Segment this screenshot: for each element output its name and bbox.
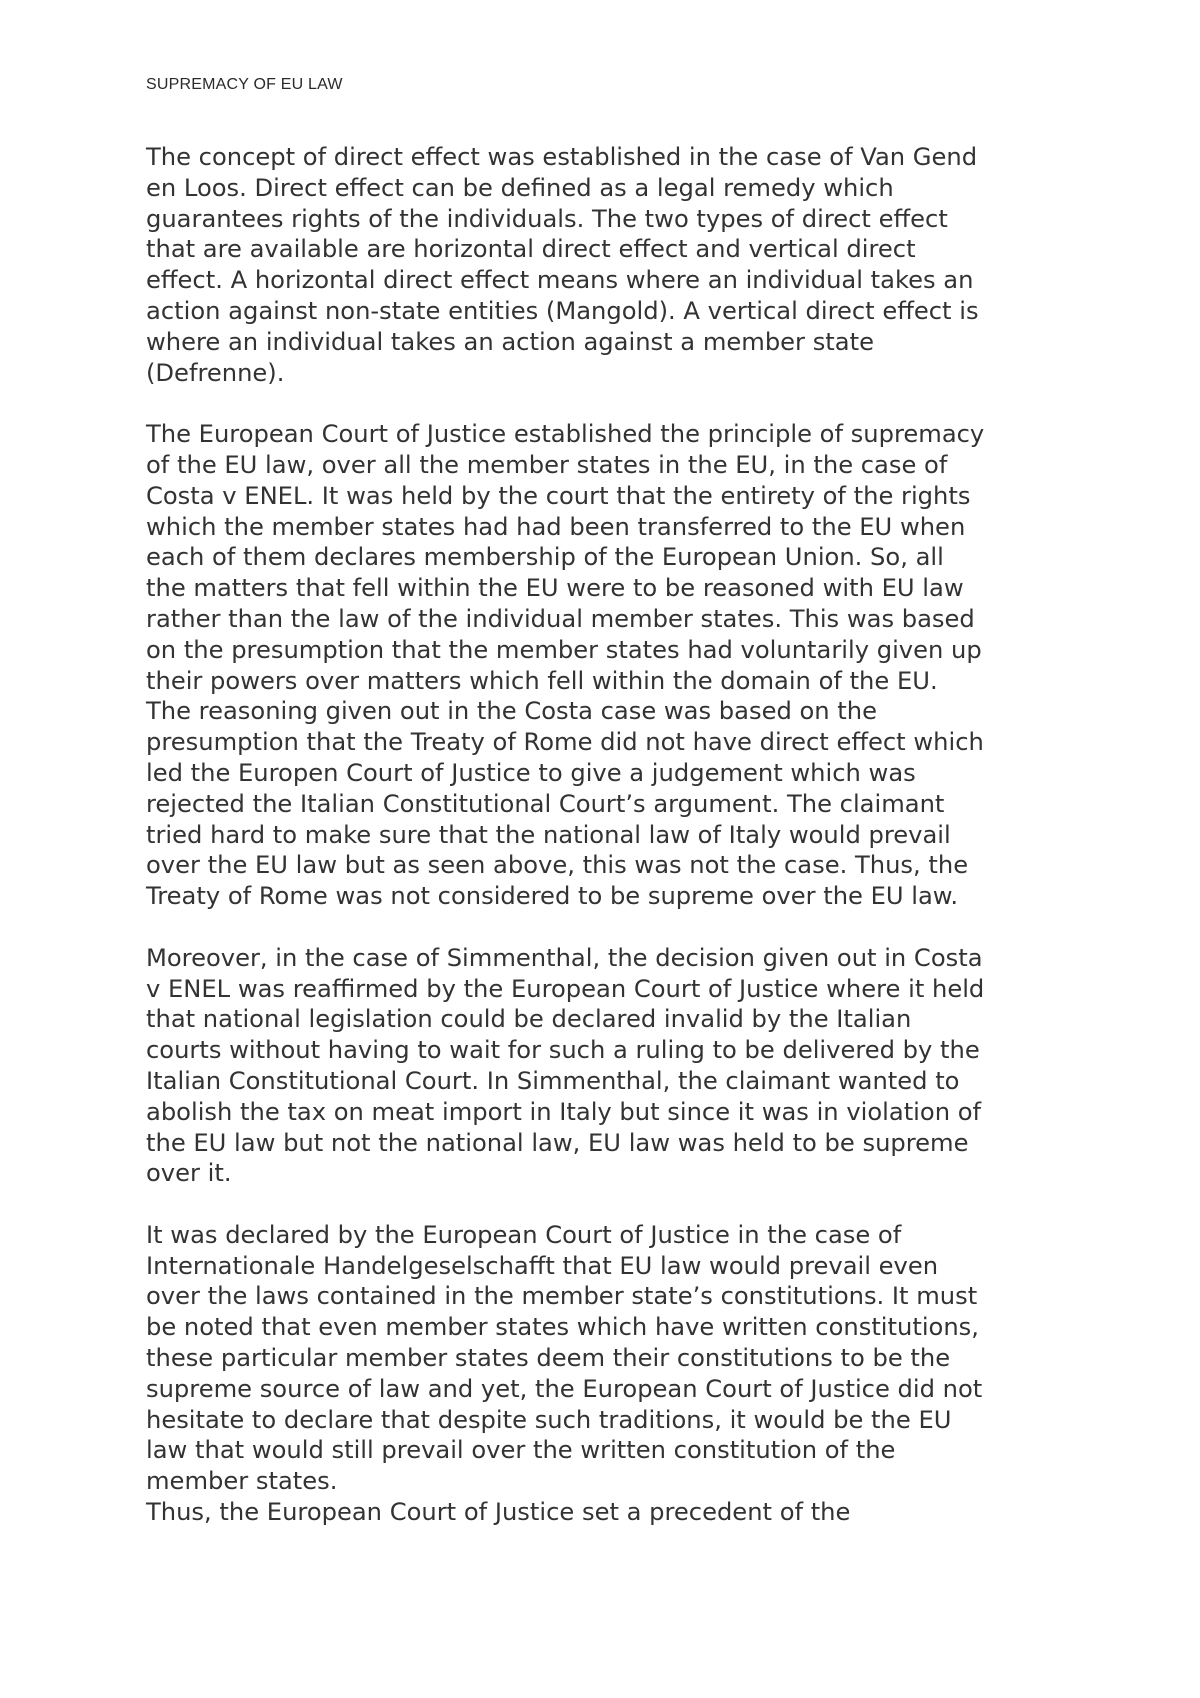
text-line: on the presumption that the member states had voluntarily given up (146, 635, 982, 664)
text-line: led the Europen Court of Justice to give a judgement which was (146, 758, 916, 787)
document-header: SUPREMACY OF EU LAW (146, 76, 343, 93)
text-line: It was declared by the European Court of Justice in the case of (146, 1220, 902, 1249)
text-line: supreme source of law and yet, the European Court of Justice did not (146, 1374, 983, 1403)
text-line: courts without having to wait for such a ruling to be delivered by the (146, 1036, 980, 1065)
text-line: be noted that even member states which have written constitutions, (146, 1313, 979, 1342)
text-line: the matters that fell within the EU were to be reasoned with EU law (146, 574, 964, 603)
text-line: effect. A horizontal direct effect means where an individual takes an (146, 266, 974, 295)
text-line: each of them declares membership of the European Union. So, all (146, 543, 944, 572)
text-line: where an individual takes an action against a member state (146, 327, 874, 356)
text-line: which the member states had had been transferred to the EU when (146, 512, 966, 541)
text-line: The concept of direct effect was established in the case of Van Gend (146, 143, 978, 171)
text-line: Internationale Handelgeselschafft that EU law would prevail even (146, 1251, 939, 1280)
text-line: Moreover, in the case of Simmenthal, the decision given out in Costa (146, 943, 983, 972)
text-line: tried hard to make sure that the national law of Italy would prevail (146, 820, 951, 849)
paragraph-conclusion (146, 1497, 1086, 1528)
text-line: abolish the tax on meat import in Italy but since it was in violation of (146, 1097, 982, 1126)
text-line: Costa v ENEL. It was held by the court that the entirety of the rights (146, 481, 971, 510)
text-line: over it. (146, 1159, 232, 1188)
text-line: v ENEL was reaffirmed by the European Court of Justice where it held (146, 974, 985, 1003)
text-line: their powers over matters which fell within the domain of the EU. (146, 666, 938, 695)
text-line: member states. (146, 1467, 338, 1496)
text-line: (Defrenne). (146, 358, 285, 387)
text-line: The European Court of Justice established the principle of supremacy (146, 420, 985, 449)
text-line: rejected the Italian Constitutional Court’s argument. The claimant (146, 789, 945, 818)
text-line: The reasoning given out in the Costa case was based on the (146, 697, 877, 726)
text-line: these particular member states deem their constitutions to be the (146, 1344, 951, 1373)
text-line: hesitate to declare that despite such traditions, it would be the EU (146, 1405, 952, 1434)
text-line: guarantees rights of the individuals. The two types of direct effect (146, 204, 948, 233)
paragraph-simmenthal (146, 943, 1086, 1189)
text-line: that national legislation could be declared invalid by the Italian (146, 1005, 912, 1034)
paragraph-costa-enel (146, 419, 1086, 912)
text-line: the EU law but not the national law, EU law was held to be supreme (146, 1128, 969, 1157)
text-line: rather than the law of the individual member states. This was based (146, 604, 975, 633)
text-line: law that would still prevail over the written constitution of the (146, 1436, 896, 1465)
paragraph-internationale (146, 1220, 1086, 1497)
text-line: presumption that the Treaty of Rome did not have direct effect which (146, 728, 984, 757)
text-line: Italian Constitutional Court. In Simmenthal, the claimant wanted to (146, 1066, 960, 1095)
text-line: en Loos. Direct effect can be defined as a legal remedy which (146, 173, 894, 202)
text-line: Thus, the European Court of Justice set a precedent of the (146, 1498, 851, 1527)
text-line: that are available are horizontal direct effect and vertical direct (146, 235, 916, 264)
paragraph-direct-effect (146, 142, 1086, 388)
text-line: over the laws contained in the member state’s constitutions. It must (146, 1282, 978, 1311)
document-body (146, 142, 1086, 1528)
text-line: action against non-state entities (Mangold). A vertical direct effect is (146, 296, 979, 325)
text-line: of the EU law, over all the member states in the EU, in the case of (146, 450, 948, 479)
text-line: over the EU law but as seen above, this was not the case. Thus, the (146, 851, 969, 880)
text-line: Treaty of Rome was not considered to be supreme over the EU law. (146, 882, 959, 911)
